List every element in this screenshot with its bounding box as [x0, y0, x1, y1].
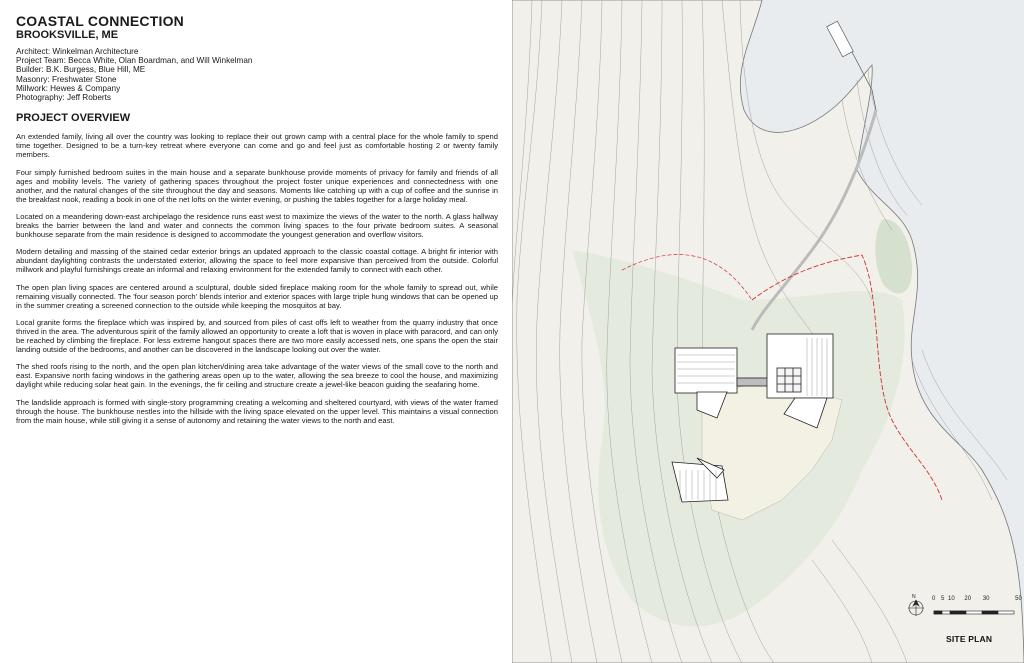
project-title: COASTAL CONNECTION	[16, 13, 184, 29]
scale-tick: 20	[964, 596, 972, 602]
credit-architect: Architect: Winkelman Architecture	[16, 47, 139, 56]
scale-tick: 50	[1015, 596, 1022, 602]
overview-paragraph: The open plan living spaces are centered around a sculptural, double sided fireplace making room for the whole family to spread out, while remaining visually connected. The 'four season porch' blends interior and exterior spaces with large triple hung windows that can be opened up in the summer creating a screened connection to the outside while keeping the mosquitos at bay.	[16, 282, 498, 310]
scale-tick: 30	[982, 596, 990, 602]
overview-paragraph: The shed roofs rising to the north, and the open plan kitchen/dining area take advantage of the water views of the small cove to the north and east. Expansive north facing windows in the gathering areas open up to the water, allowing the sea breeze to cool the house, and maximizing daylight while reducing solar heat gain. In the evenings, the fir ceiling and structure create a jewel-like beacon guiding the seafaring home.	[16, 362, 498, 390]
credit-builder: Builder: B.K. Burgess, Blue Hill, ME	[16, 65, 146, 75]
overview-heading: PROJECT OVERVIEW	[16, 112, 131, 125]
north-label: N	[912, 594, 916, 600]
credits-list	[16, 47, 496, 102]
credit-millwork: Millwork: Hewes & Company	[16, 83, 121, 93]
overview-paragraph: Located on a meandering down-east archipelago the residence runs east west to maximize the views of the water to the north. A glass hallway breaks the barrier between the land and water and connects the common living spaces to the four private bedroom suites. A seasonal bunkhouse separate from the main residence is designed to accommodate the youngest generation and overflow visitors.	[16, 211, 498, 240]
overview-paragraph: The landslide approach is formed with single-story programming creating a welcoming and sheltered courtyard, with views of the water framed through the house. The bunkhouse nestles into the hillside with the living space elevated on the upper level. This maintains a visual connection from the main house, while still giving it a sense of autonomy and retaining the water views to the north and east.	[16, 397, 498, 425]
overview-paragraph: An extended family, living all over the country was looking to replace their out grown camp with a central place for the whole family to spend time together. Designed to be a turn-key retreat where everyone can come and go and feel just as comfortable hosting 2 or twenty family members.	[16, 132, 498, 160]
scale-labels	[932, 596, 1022, 602]
project-location: BROOKSVILLE, ME	[16, 29, 119, 41]
credit-photography: Photography: Jeff Roberts	[16, 93, 111, 103]
scale-bar	[934, 611, 1014, 614]
scale-tick: 5	[941, 596, 945, 602]
scale-tick: 0	[932, 596, 936, 602]
site-plan-panel	[512, 0, 1024, 663]
scale-tick: 10	[948, 596, 955, 602]
site-plan-label: SITE PLAN	[946, 634, 993, 644]
credit-masonry: Masonry: Freshwater Stone	[16, 74, 117, 84]
overview-paragraph: Modern detailing and massing of the stained cedar exterior brings an updated approach to the classic coastal cottage. A bright fir interior with abundant daylighting contrasts the understated exterior, allowing the space to feel more expansive than perceived from the outside. Colorful millwork and playful furnishings create an informal and relaxing environment for the extended family to connect with each other.	[16, 247, 498, 275]
overview-paragraph: Four simply furnished bedroom suites in the main house and a separate bunkhouse provide moments of privacy for family and friends of all ages and mobility levels. The variety of gathering spaces throughout the project foster unique experiences and connectedness with one another, and the natural changes of the site throughout the day and seasons. Moments like catching up with a cup of coffee and the sunrise in the breakfast nook, reading a book in one of the net lofts on the winter evening, or pushing the tables together for a large holiday meal.	[16, 167, 498, 204]
credit-project-team: Project Team: Becca White, Olan Boardman, and Will Winkelman	[16, 56, 253, 66]
site-plan-drawing	[512, 0, 1024, 663]
overview-paragraph: Local granite forms the fireplace which was inspired by, and sourced from piles of cast offs left to weather from the quarry industry that once thrived in the area. The adventurous spirit of the family allowed an opportunity to create a loft that is woven in place with paracord, and can only be reached by climbing the fireplace. For less extreme hangout spaces there are two more easily accessed nets, one spans the open the stair landing outside of the bedrooms, and another can be discovered in the landscape looking out over the water.	[16, 317, 498, 355]
